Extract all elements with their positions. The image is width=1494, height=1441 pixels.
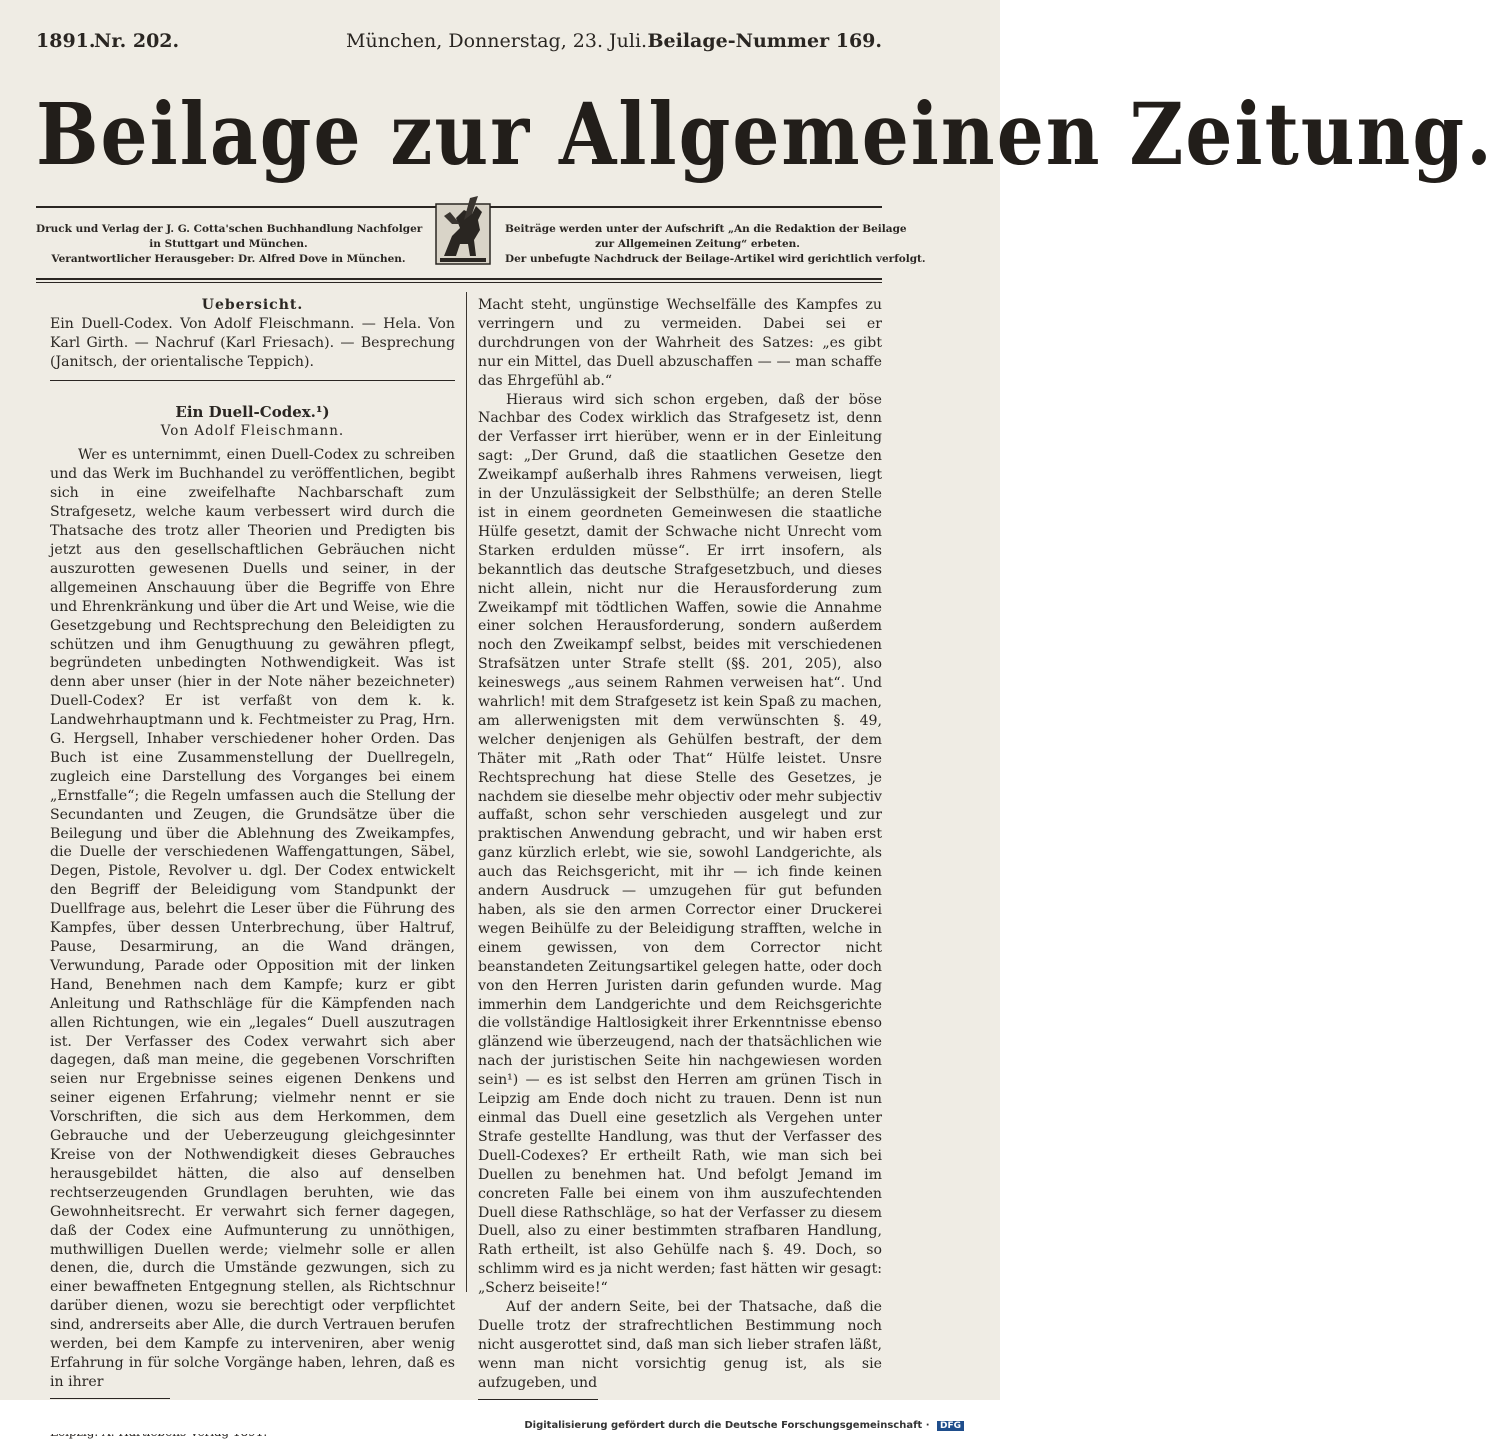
article-paragraph: Hieraus wird sich schon ergeben, daß der böse Nachbar des Codex wirklich das Strafgesetz ist, denn der Verfasser irrt hierüber, wenn er in der Einleitung sagt: „Der Grund, daß die staatlichen Gesetze den Zweikampf außerhalb ihres Rahmens verweisen, liegt in der Unzulässigkeit der Selbsthülfe; an deren Stelle ist in einem geordneten Gemeinwesen die staatliche Hülfe gesetzt, damit der Schwache nicht Unrecht vom Starken erdulden müsse“. Er irrt insofern, als bekanntlich das deutsche Strafgesetzbuch, und dieses nicht allein, nicht nur die Herausforderung zum Zweikampf mit tödtlichen Waffen, sowie die Annahme einer solchen Herausforderung, sondern außerdem noch den Zweikampf selbst, beides mit verschiedenen Strafsätzen unter Strafe stellt (§§. 201, 205), also keineswegs „aus seinem Rahmen verweisen hat“. Und wahrlich! mit dem Strafgesetz ist kein Spaß zu machen, am allerwenigsten mit dem verwünschten §. 49, welcher denjenigen als Gehülfen bestraft, der dem Thäter mit „Rath oder That“ Hülfe leistet. Unsre Rechtsprechung hat diese Stelle des Gesetzes, je nachdem sie dieselbe mehr objectiv oder mehr subjectiv auffaßt, schon sehr verschieden ausgelegt und zur praktischen Anwendung gebracht, und wir haben erst ganz kürzlich erlebt, wie sie, sowohl Landgerichte, als auch das Reichsgericht, mit ihr — ich finde keinen andern Ausdruck — umzugehen für gut befunden haben, als sie den armen Corrector einer Druckerei wegen Beihülfe zu der Beleidigung strafften, welche in einem gewissen, von dem Corrector nicht beanstandeten Zeitungsartikel gelegen hatte, oder doch von den Herren Juristen darin gefunden wurde. Mag immerhin dem Landgerichte und dem Reichsgerichte die vollständige Haltlosigkeit ihrer Erkenntnisse ebenso glänzend wie überzeugend, nach der thatsächlichen wie nach der juristischen Seite hin nachgewiesen worden sein¹) — es ist selbst den Herren am grünen Tisch in Leipzig am Ende doch nicht zu trauen. Denn ist nun einmal das Duell eine gesetzlich als Vergehen unter Strafe gestellte Handlung, was thut der Verfasser des Duell-Codexes? Er ertheilt Rath, wie man sich bei Duellen zu benehmen hat. Und befolgt Jemand im concreten Falle bei einem von ihm auszufechtenden Duell diese Rathschläge, so hat der Verfasser zu diesem Duell, also zu einer bestimmten strafbaren Handlung, Rath ertheilt, ist also Gehülfe nach §. 49. Doch, so schlimm wird es ja nicht werden; fast hätten wir gesagt: „Scherz beiseite!“ [478,391,882,1297]
column-right [478,296,882,1425]
dfg-logo: DFG [937,1421,964,1431]
issue-line [36,30,882,56]
column-left [50,296,455,1441]
section-rule [50,380,455,381]
digitization-credit [524,1420,964,1431]
article-paragraph: Macht steht, ungünstige Wechselfälle des Kampfes zu verringern und zu vermeiden. Dabei sei er durchdrungen von der Wahrheit des Satzes: „es gibt nur ein Mittel, das Duell abzuschaffen — — man schaffe das Ehrgefühl ab.“ [478,297,882,389]
footnote-rule [50,1398,170,1399]
imprint-left-line: Verantwortlicher Herausgeber: Dr. Alfred Dove in München. [51,253,406,265]
header-bottom-rule [36,278,882,280]
uebersicht-heading: Uebersicht. [201,297,304,313]
cotta-pegasus-emblem-icon [430,184,496,270]
digitization-credit-text: Digitalisierung gefördert durch die Deutsche Forschungsgemeinschaft · [524,1420,930,1431]
beilage-number: Beilage-Nummer 169. [647,30,882,52]
imprint-right-line: zur Allgemeinen Zeitung“ erbeten. [595,238,800,250]
masthead-title: Beilage zur Allgemeinen Zeitung. [36,85,1494,185]
imprint-left-line: in Stuttgart und München. [149,238,308,250]
issue-number: Nr. 202. [94,30,180,52]
imprint-right [505,222,926,267]
imprint-right-line: Beiträge werden unter der Aufschrift „An die Redaktion der Beilage [505,223,907,235]
article-title: Ein Duell-Codex.¹) [175,402,330,421]
issue-date: München, Donnerstag, 23. Juli. [346,30,648,52]
uebersicht-text: Ein Duell-Codex. Von Adolf Fleischmann. — Hela. Von Karl Girth. — Nachruf (Karl Friesach). — Besprechung (Janitsch, der orientalische Teppich). [50,315,455,370]
imprint-right-line: Der unbefugte Nachdruck der Beilage-Artikel wird gerichtlich verfolgt. [505,253,926,265]
header-bottom-rule-thin [36,282,882,283]
imprint-left [36,222,421,267]
column-divider [466,292,467,1292]
article-paragraph: Auf der andern Seite, bei der Thatsache, daß die Duelle trotz der strafrechtlichen Bestimmung noch nicht ausgerottet sind, daß man sich lieber strafen läßt, wenn man nicht vorsichtig genug ist, als sie aufzugeben, und [478,1299,882,1391]
article-author: Von Adolf Fleischmann. [160,422,345,439]
imprint-left-line: Druck und Verlag der J. G. Cotta'schen Buchhandlung Nachfolger [36,223,423,235]
issue-year: 1891. [36,30,96,52]
article-paragraph: Wer es unternimmt, einen Duell-Codex zu schreiben und das Werk im Buchhandel zu veröffentlichen, begibt sich in eine zweifelhafte Nachbarschaft zum Strafgesetz, welche kaum verbessert wird durch die Thatsache des trotz aller Theorien und Predigten bis jetzt aus den gesellschaftlichen Gebräuchen nicht auszurotten gewesenen Duells und seiner, in der allgemeinen Anschauung über die Begriffe von Ehre und Ehrenkränkung und über die Art und Weise, wie die Gesetzgebung und Rechtsprechung den Beleidigten zu schützen und ihm Genugthuung zu gewähren pflegt, begründeten unbedingten Nothwendigkeit. Was ist denn aber unser (hier in der Note näher bezeichneter) Duell-Codex? Er ist verfaßt von dem k. k. Landwehrhauptmann und k. Fechtmeister zu Prag, Hrn. G. Hergsell, Inhaber verschiedener hoher Orden. Das Buch ist eine Zusammenstellung der Duellregeln, zugleich eine Darstellung des Vorganges bei einem „Ernstfalle“; die Regeln umfassen auch die Stellung der Secundanten und Zeugen, die Grundsätze über die Beilegung und über die Ablehnung des Zweikampfes, die Duelle der verschiedenen Waffengattungen, Säbel, Degen, Pistole, Revolver u. dgl. Der Codex entwickelt den Begriff der Beleidigung vom Standpunkt der Duellfrage aus, belehrt die Leser über die Führung des Kampfes, über dessen Unterbrechung, über Haltruf, Pause, Desarmirung, an die Wand drängen, Verwundung, Parade oder Opposition mit der linken Hand, Benehmen nach dem Kampfe; kurz er gibt Anleitung und Rathschläge für die Kämpfenden nach allen Richtungen, wie ein „legales“ Duell auszutragen ist. Der Verfasser des Codex verwahrt sich aber dagegen, daß man meine, die gegebenen Vorschriften seien nur Ergebnisse seines eigenen Denkens und seiner eigenen Erfahrung; vielmehr nennt er sie Vorschriften, die sich aus dem Herkommen, dem Gebrauche und der Ueberzeugung gleichgesinnter Kreise von der Nothwendigkeit dieses Gebrauches herausgebildet hätten, die also auf denselben rechtserzeugenden Grundlagen beruhten, wie das Gewohnheitsrecht. Er verwahrt sich ferner dagegen, daß der Codex eine Aufmunterung zu unnöthigen, muthwilligen Duellen werde; vielmehr solle er allen denen, die, durch die Umstände gezwungen, sich zu einer bewaffneten Entgegnung stellen, als Richtschnur darüber dienen, wozu sie berechtigt oder verpflichtet sind, andrerseits aber Alle, die durch Vertrauen berufen werden, bei dem Kampfe zu interveniren, aber wenig Erfahrung in für solche Vorgänge haben, lehren, daß es in ihrer [50,447,455,1390]
